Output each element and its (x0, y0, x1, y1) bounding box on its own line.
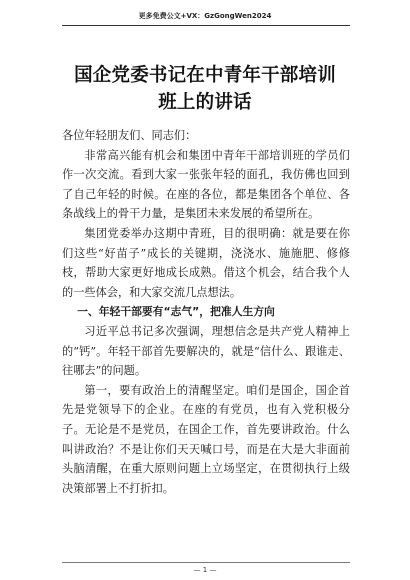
section-heading: 一、年轻干部要有“志气”，把准人生方向 (77, 305, 275, 319)
header-note: 更多免费公文+VX：GzGongWen2024 (138, 12, 272, 20)
footer-divider (62, 562, 350, 563)
body-paragraph: 习近平总书记多次强调，理想信念是共产党人精神上的“钙”。年轻干部首先要解决的，就是“信什么、跟谁走、往哪去”的问题。 (62, 324, 350, 378)
document-body (62, 126, 350, 498)
header-divider (62, 25, 350, 26)
body-paragraph: 集团党委举办这期中青班，目的很明确：就是要在你们这些“好苗子”成长的关键期，浇浇水、施施肥、修修枝，帮助大家更好地成长成熟。借这个机会，结合我个人的一些体会，和大家交流几点想法。 (62, 226, 350, 299)
body-paragraph: 非常高兴能有机会和集团中青年干部培训班的学员们作一次交流。看到大家一张张年轻的面孔，我仿佛也回到了自己年轻的时候。在座的各位，都是集团各个单位、各条战线上的骨干力量，是集团未来发展的希望所在。 (62, 148, 350, 221)
page-title: 国企党委书记在中青年干部培训班上的讲话 (74, 65, 336, 113)
salutation: 各位年轻朋友们、同志们： (62, 129, 197, 142)
page-number: — 1 — (193, 566, 217, 574)
body-paragraph: 第一，要有政治上的清醒坚定。咱们是国企，国企首先是党领导下的企业。在座的有党员，也有入党积极分子。无论是不是党员，在国企工作，首先要讲政治。什么叫讲政治？不是让你们天天喊口号，而是在大是大非面前头脑清醒，在重大原则问题上立场坚定，在贯彻执行上级决策部署上不打折扣。 (62, 383, 350, 495)
